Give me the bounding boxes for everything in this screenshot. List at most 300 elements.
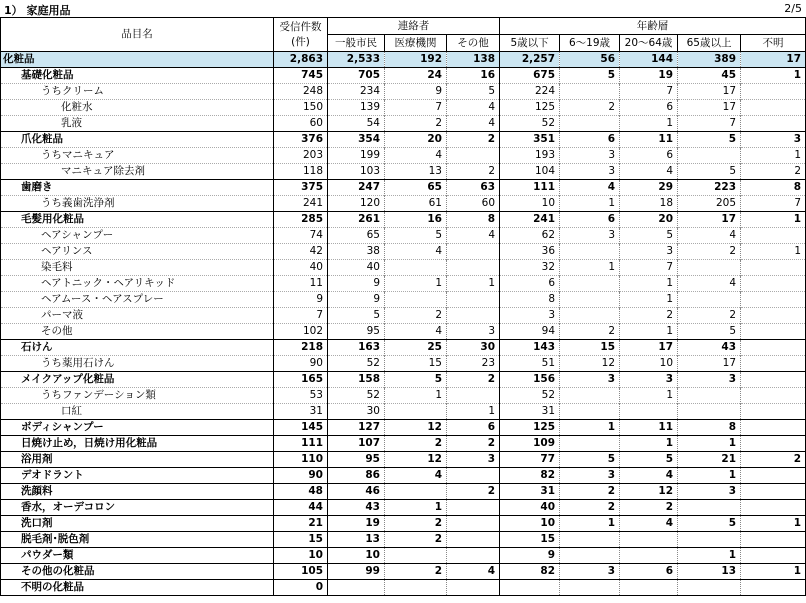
table-row — [1, 68, 806, 84]
row-value-cell: 745 — [274, 68, 328, 84]
row-item-name: 歯磨き — [1, 180, 274, 196]
row-value-cell: 138 — [447, 52, 500, 68]
row-value-cell — [447, 244, 500, 260]
page-number: 2/5 — [784, 2, 802, 15]
row-value-cell: 2 — [385, 308, 447, 324]
row-value-cell: 17 — [741, 52, 806, 68]
row-value-cell — [560, 388, 620, 404]
table-row — [1, 516, 806, 532]
table-row — [1, 52, 806, 68]
row-value-cell: 4 — [678, 228, 741, 244]
header-age-20-64: 20～64歳 — [620, 35, 678, 52]
header-contact: 連絡者 — [328, 18, 500, 35]
table-row — [1, 484, 806, 500]
row-value-cell: 2 — [620, 308, 678, 324]
row-value-cell: 23 — [447, 356, 500, 372]
row-value-cell: 9 — [500, 548, 560, 564]
row-value-cell: 17 — [678, 356, 741, 372]
row-value-cell: 1 — [678, 436, 741, 452]
table-row — [1, 452, 806, 468]
row-item-name: ヘアムース・ヘアスプレー — [1, 292, 274, 308]
row-value-cell: 4 — [385, 324, 447, 340]
table-row — [1, 420, 806, 436]
row-value-cell: 9 — [328, 292, 385, 308]
row-value-cell: 54 — [328, 116, 385, 132]
row-value-cell: 52 — [328, 356, 385, 372]
header-count-label: 受信件数 — [279, 20, 322, 33]
row-value-cell: 10 — [620, 356, 678, 372]
row-value-cell: 125 — [500, 420, 560, 436]
row-value-cell: 4 — [385, 244, 447, 260]
row-value-cell: 150 — [274, 100, 328, 116]
row-value-cell: 158 — [328, 372, 385, 388]
row-value-cell: 74 — [274, 228, 328, 244]
row-item-name: マニキュア除去剤 — [1, 164, 274, 180]
table-row — [1, 372, 806, 388]
table-row — [1, 260, 806, 276]
row-value-cell — [385, 548, 447, 564]
row-value-cell: 2 — [560, 500, 620, 516]
row-value-cell: 19 — [328, 516, 385, 532]
row-value-cell — [678, 260, 741, 276]
row-value-cell: 3 — [560, 564, 620, 580]
table-row — [1, 532, 806, 548]
row-value-cell: 675 — [500, 68, 560, 84]
row-value-cell — [741, 468, 806, 484]
row-value-cell — [447, 516, 500, 532]
row-value-cell: 82 — [500, 564, 560, 580]
row-value-cell: 8 — [500, 292, 560, 308]
row-value-cell: 4 — [447, 100, 500, 116]
row-value-cell: 13 — [385, 164, 447, 180]
row-value-cell: 1 — [741, 244, 806, 260]
header-age-unknown: 不明 — [741, 35, 806, 52]
row-value-cell: 4 — [385, 148, 447, 164]
row-value-cell: 389 — [678, 52, 741, 68]
row-value-cell: 95 — [328, 452, 385, 468]
header-general-public: 一般市民 — [328, 35, 385, 52]
row-value-cell: 12 — [560, 356, 620, 372]
row-value-cell — [328, 580, 385, 596]
row-value-cell: 143 — [500, 340, 560, 356]
row-value-cell — [620, 532, 678, 548]
row-value-cell: 86 — [328, 468, 385, 484]
row-value-cell — [741, 372, 806, 388]
row-item-name: 口紅 — [1, 404, 274, 420]
row-value-cell: 3 — [620, 372, 678, 388]
row-value-cell: 2 — [560, 324, 620, 340]
row-value-cell: 1 — [678, 548, 741, 564]
row-value-cell — [741, 404, 806, 420]
table-row — [1, 340, 806, 356]
table-row — [1, 324, 806, 340]
row-value-cell — [678, 404, 741, 420]
row-value-cell — [741, 356, 806, 372]
row-value-cell — [560, 292, 620, 308]
row-value-cell — [447, 532, 500, 548]
row-item-name: パーマ液 — [1, 308, 274, 324]
row-value-cell: 3 — [500, 308, 560, 324]
row-value-cell: 2 — [385, 116, 447, 132]
row-value-cell: 65 — [385, 180, 447, 196]
row-value-cell: 705 — [328, 68, 385, 84]
title-bar — [0, 0, 806, 17]
row-value-cell: 6 — [620, 100, 678, 116]
row-item-name: 毛髪用化粧品 — [1, 212, 274, 228]
row-item-name: うちクリーム — [1, 84, 274, 100]
row-value-cell — [447, 260, 500, 276]
table-row — [1, 308, 806, 324]
row-value-cell — [741, 276, 806, 292]
row-value-cell: 44 — [274, 500, 328, 516]
row-value-cell: 31 — [274, 404, 328, 420]
row-value-cell — [620, 404, 678, 420]
row-value-cell: 1 — [620, 276, 678, 292]
row-value-cell: 1 — [620, 388, 678, 404]
row-value-cell — [741, 100, 806, 116]
row-value-cell: 261 — [328, 212, 385, 228]
row-value-cell: 144 — [620, 52, 678, 68]
table-row — [1, 244, 806, 260]
row-value-cell: 38 — [328, 244, 385, 260]
row-value-cell — [385, 404, 447, 420]
row-value-cell — [741, 340, 806, 356]
row-value-cell: 104 — [500, 164, 560, 180]
row-item-name: ヘアリンス — [1, 244, 274, 260]
row-value-cell: 17 — [678, 212, 741, 228]
row-value-cell: 15 — [560, 340, 620, 356]
row-value-cell — [447, 388, 500, 404]
row-value-cell: 2,257 — [500, 52, 560, 68]
row-item-name: パウダー類 — [1, 548, 274, 564]
row-item-name: 乳液 — [1, 116, 274, 132]
row-value-cell: 24 — [385, 68, 447, 84]
row-item-name: 石けん — [1, 340, 274, 356]
table-row — [1, 164, 806, 180]
table-body — [1, 52, 806, 596]
row-value-cell: 163 — [328, 340, 385, 356]
row-value-cell — [741, 228, 806, 244]
row-value-cell: 102 — [274, 324, 328, 340]
row-value-cell: 6 — [560, 132, 620, 148]
header-age-0-5: 5歳以下 — [500, 35, 560, 52]
row-value-cell: 2 — [447, 372, 500, 388]
row-value-cell: 8 — [741, 180, 806, 196]
row-value-cell: 3 — [560, 228, 620, 244]
row-value-cell: 15 — [274, 532, 328, 548]
table-row — [1, 436, 806, 452]
row-value-cell: 12 — [620, 484, 678, 500]
row-item-name: 染毛料 — [1, 260, 274, 276]
row-value-cell: 241 — [274, 196, 328, 212]
header-item-name: 品目名 — [1, 18, 274, 52]
row-value-cell: 62 — [500, 228, 560, 244]
row-value-cell — [620, 580, 678, 596]
row-value-cell: 9 — [328, 276, 385, 292]
row-item-name: うち薬用石けん — [1, 356, 274, 372]
row-value-cell: 25 — [385, 340, 447, 356]
row-value-cell: 2,863 — [274, 52, 328, 68]
row-value-cell: 90 — [274, 468, 328, 484]
row-value-cell: 6 — [620, 148, 678, 164]
table-row — [1, 500, 806, 516]
row-value-cell: 2 — [447, 164, 500, 180]
header-count-unit: (件) — [291, 35, 310, 48]
row-value-cell: 105 — [274, 564, 328, 580]
row-value-cell: 21 — [678, 452, 741, 468]
row-value-cell: 241 — [500, 212, 560, 228]
row-value-cell: 1 — [385, 276, 447, 292]
row-value-cell: 247 — [328, 180, 385, 196]
row-value-cell: 218 — [274, 340, 328, 356]
row-value-cell: 99 — [328, 564, 385, 580]
row-item-name: 洗口剤 — [1, 516, 274, 532]
row-value-cell: 65 — [328, 228, 385, 244]
row-value-cell: 118 — [274, 164, 328, 180]
row-value-cell: 375 — [274, 180, 328, 196]
row-value-cell — [560, 308, 620, 324]
row-value-cell — [560, 116, 620, 132]
row-value-cell: 248 — [274, 84, 328, 100]
row-value-cell: 1 — [678, 468, 741, 484]
row-value-cell — [741, 116, 806, 132]
row-value-cell: 90 — [274, 356, 328, 372]
row-value-cell: 4 — [447, 564, 500, 580]
row-value-cell: 199 — [328, 148, 385, 164]
row-value-cell — [447, 500, 500, 516]
row-value-cell — [678, 148, 741, 164]
row-value-cell: 145 — [274, 420, 328, 436]
table-row — [1, 84, 806, 100]
row-value-cell: 2 — [678, 308, 741, 324]
row-value-cell: 2 — [447, 436, 500, 452]
row-value-cell: 18 — [620, 196, 678, 212]
row-value-cell — [447, 580, 500, 596]
row-value-cell: 7 — [741, 196, 806, 212]
row-value-cell: 120 — [328, 196, 385, 212]
row-value-cell: 7 — [678, 116, 741, 132]
row-value-cell: 7 — [620, 260, 678, 276]
row-value-cell — [385, 484, 447, 500]
row-value-cell: 4 — [620, 516, 678, 532]
row-value-cell — [678, 500, 741, 516]
row-value-cell: 139 — [328, 100, 385, 116]
row-value-cell: 193 — [500, 148, 560, 164]
row-value-cell: 3 — [560, 372, 620, 388]
row-value-cell: 4 — [678, 276, 741, 292]
row-value-cell — [741, 548, 806, 564]
row-value-cell: 52 — [328, 388, 385, 404]
row-value-cell: 2 — [385, 564, 447, 580]
row-value-cell: 5 — [678, 164, 741, 180]
row-value-cell: 1 — [385, 500, 447, 516]
row-value-cell: 95 — [328, 324, 385, 340]
row-value-cell — [741, 324, 806, 340]
row-item-name: 脱毛剤･脱色剤 — [1, 532, 274, 548]
row-value-cell — [447, 292, 500, 308]
row-value-cell: 40 — [274, 260, 328, 276]
row-value-cell: 61 — [385, 196, 447, 212]
row-value-cell: 43 — [328, 500, 385, 516]
header-contact-other: その他 — [447, 35, 500, 52]
row-value-cell: 1 — [447, 404, 500, 420]
row-value-cell: 11 — [274, 276, 328, 292]
table-row — [1, 564, 806, 580]
row-item-name: メイクアップ化粧品 — [1, 372, 274, 388]
row-value-cell: 2 — [560, 100, 620, 116]
row-value-cell: 3 — [560, 148, 620, 164]
row-value-cell: 40 — [500, 500, 560, 516]
row-value-cell: 8 — [447, 212, 500, 228]
row-value-cell: 19 — [620, 68, 678, 84]
row-value-cell: 1 — [620, 116, 678, 132]
row-value-cell: 11 — [620, 420, 678, 436]
row-value-cell — [447, 308, 500, 324]
row-value-cell — [741, 500, 806, 516]
row-value-cell — [741, 532, 806, 548]
row-value-cell — [741, 436, 806, 452]
row-value-cell: 7 — [274, 308, 328, 324]
row-item-name: その他 — [1, 324, 274, 340]
row-value-cell: 42 — [274, 244, 328, 260]
row-value-cell: 109 — [500, 436, 560, 452]
row-value-cell: 1 — [560, 196, 620, 212]
row-value-cell: 8 — [678, 420, 741, 436]
row-value-cell: 3 — [560, 164, 620, 180]
row-value-cell: 1 — [560, 516, 620, 532]
row-value-cell: 351 — [500, 132, 560, 148]
row-value-cell: 30 — [328, 404, 385, 420]
row-value-cell: 31 — [500, 404, 560, 420]
row-value-cell: 94 — [500, 324, 560, 340]
header-age-6-19: 6～19歳 — [560, 35, 620, 52]
row-value-cell — [678, 388, 741, 404]
row-value-cell — [741, 84, 806, 100]
row-value-cell: 17 — [678, 100, 741, 116]
row-value-cell: 3 — [620, 244, 678, 260]
row-value-cell: 63 — [447, 180, 500, 196]
row-value-cell — [447, 468, 500, 484]
row-item-name: ヘアシャンプー — [1, 228, 274, 244]
row-value-cell: 17 — [620, 340, 678, 356]
row-value-cell: 31 — [500, 484, 560, 500]
row-value-cell: 203 — [274, 148, 328, 164]
row-value-cell: 3 — [678, 484, 741, 500]
row-value-cell: 15 — [385, 356, 447, 372]
row-value-cell: 6 — [620, 564, 678, 580]
table-row — [1, 148, 806, 164]
row-value-cell: 125 — [500, 100, 560, 116]
row-value-cell: 4 — [620, 468, 678, 484]
row-value-cell: 7 — [620, 84, 678, 100]
row-value-cell: 5 — [678, 132, 741, 148]
header-count — [274, 18, 328, 52]
row-value-cell: 52 — [500, 116, 560, 132]
row-value-cell: 16 — [385, 212, 447, 228]
row-value-cell — [741, 388, 806, 404]
row-value-cell: 1 — [620, 436, 678, 452]
row-value-cell: 376 — [274, 132, 328, 148]
table-row — [1, 276, 806, 292]
row-value-cell: 3 — [560, 468, 620, 484]
row-value-cell: 192 — [385, 52, 447, 68]
table-row — [1, 228, 806, 244]
row-value-cell: 103 — [328, 164, 385, 180]
row-value-cell: 13 — [678, 564, 741, 580]
row-value-cell: 56 — [560, 52, 620, 68]
row-value-cell — [560, 532, 620, 548]
row-value-cell: 4 — [620, 164, 678, 180]
row-value-cell: 32 — [500, 260, 560, 276]
row-value-cell: 111 — [274, 436, 328, 452]
row-value-cell — [560, 548, 620, 564]
row-value-cell: 5 — [678, 516, 741, 532]
row-value-cell: 1 — [741, 516, 806, 532]
table-row — [1, 388, 806, 404]
row-value-cell: 4 — [447, 116, 500, 132]
row-value-cell: 285 — [274, 212, 328, 228]
row-value-cell: 165 — [274, 372, 328, 388]
row-value-cell: 2 — [620, 500, 678, 516]
row-value-cell: 21 — [274, 516, 328, 532]
row-value-cell: 5 — [385, 372, 447, 388]
row-value-cell: 2 — [385, 532, 447, 548]
row-value-cell: 3 — [447, 452, 500, 468]
row-value-cell: 82 — [500, 468, 560, 484]
row-value-cell: 1 — [620, 292, 678, 308]
row-value-cell: 10 — [500, 516, 560, 532]
row-value-cell: 10 — [500, 196, 560, 212]
row-value-cell: 6 — [500, 276, 560, 292]
row-item-name: うち義歯洗浄剤 — [1, 196, 274, 212]
row-item-name: 爪化粧品 — [1, 132, 274, 148]
row-value-cell: 127 — [328, 420, 385, 436]
row-value-cell: 30 — [447, 340, 500, 356]
row-value-cell: 156 — [500, 372, 560, 388]
table-row — [1, 404, 806, 420]
row-value-cell: 43 — [678, 340, 741, 356]
row-item-name: 基礎化粧品 — [1, 68, 274, 84]
row-value-cell: 13 — [328, 532, 385, 548]
row-value-cell — [385, 260, 447, 276]
row-value-cell: 1 — [560, 260, 620, 276]
row-value-cell — [560, 436, 620, 452]
row-value-cell — [678, 532, 741, 548]
row-value-cell: 223 — [678, 180, 741, 196]
row-value-cell: 1 — [741, 68, 806, 84]
row-value-cell: 46 — [328, 484, 385, 500]
row-value-cell: 3 — [447, 324, 500, 340]
row-value-cell — [500, 580, 560, 596]
row-value-cell: 36 — [500, 244, 560, 260]
row-value-cell — [741, 260, 806, 276]
row-value-cell: 234 — [328, 84, 385, 100]
row-value-cell: 12 — [385, 420, 447, 436]
table-row — [1, 292, 806, 308]
table-row — [1, 180, 806, 196]
row-value-cell: 15 — [500, 532, 560, 548]
row-value-cell: 16 — [447, 68, 500, 84]
row-value-cell: 2 — [385, 516, 447, 532]
row-item-name: 香水，オーデコロン — [1, 500, 274, 516]
row-value-cell: 2 — [678, 244, 741, 260]
table-row — [1, 580, 806, 596]
row-value-cell — [560, 244, 620, 260]
row-value-cell: 4 — [447, 228, 500, 244]
row-value-cell — [385, 292, 447, 308]
row-value-cell: 5 — [620, 452, 678, 468]
row-value-cell: 5 — [620, 228, 678, 244]
